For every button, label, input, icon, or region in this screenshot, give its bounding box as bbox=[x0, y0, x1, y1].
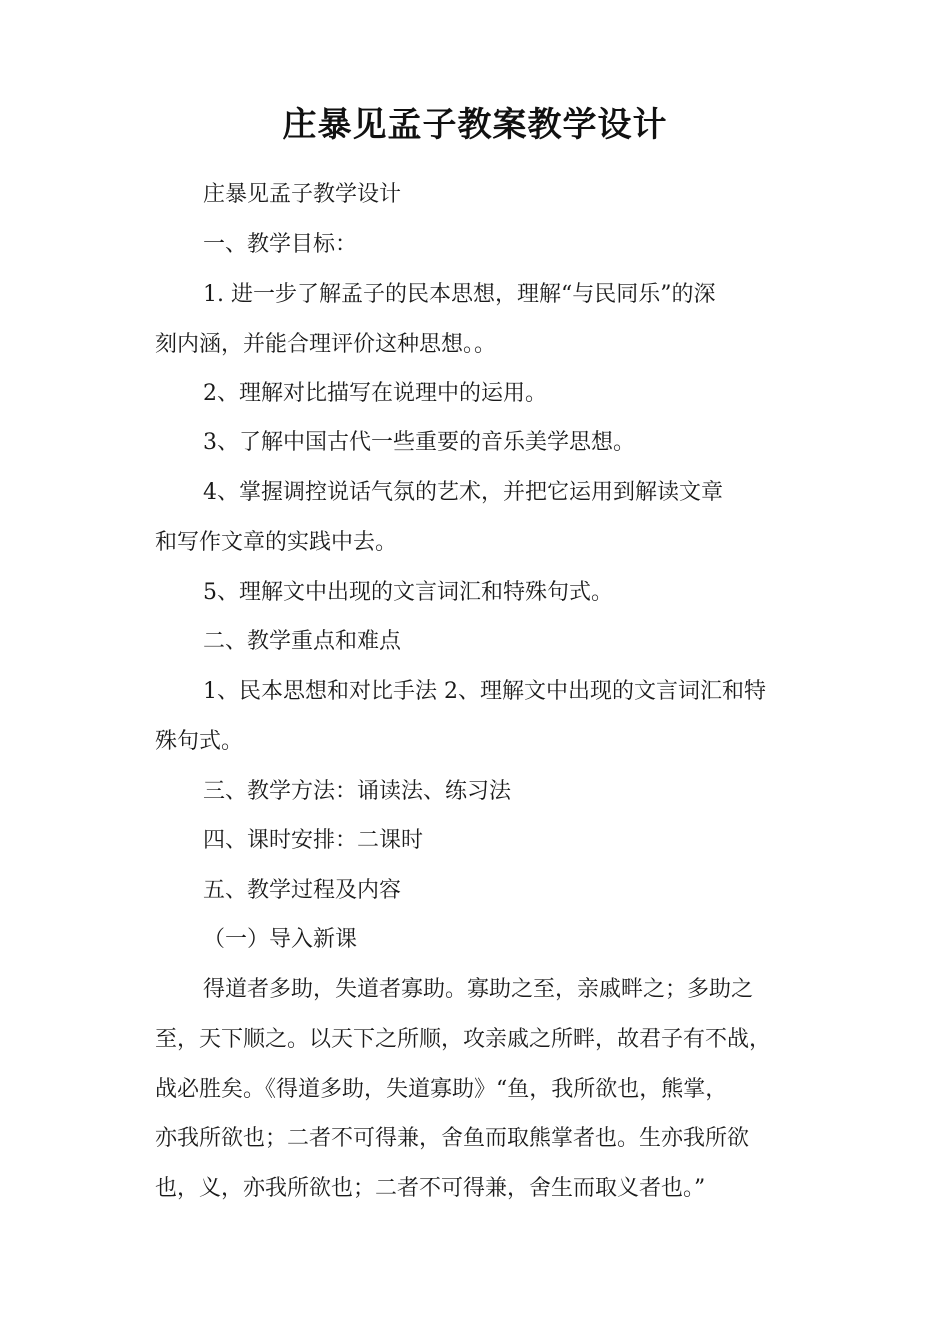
paragraph-line: 和写作文章的实践中去。 bbox=[155, 530, 398, 555]
section-heading-methods: 三、教学方法：诵读法、练习法 bbox=[203, 779, 512, 804]
paragraph-line: 亦我所欲也；二者不可得兼，舍鱼而取熊掌者也。生亦我所欲 bbox=[155, 1126, 750, 1151]
paragraph-line: 1. 进一步了解孟子的民本思想，理解“与民同乐”的深 bbox=[203, 282, 716, 307]
paragraph-line: 5、理解文中出现的文言词汇和特殊句式。 bbox=[203, 580, 613, 605]
section-heading-process: 五、教学过程及内容 bbox=[203, 878, 402, 903]
paragraph-line: 刻内涵，并能合理评价这种思想。。 bbox=[155, 332, 497, 357]
paragraph-line: 战必胜矣。《得道多助，失道寡助》“鱼，我所欲也，熊掌， bbox=[155, 1077, 728, 1102]
section-heading-objectives: 一、教学目标： bbox=[203, 232, 358, 257]
paragraph-line: 也，义，亦我所欲也；二者不可得兼，舍生而取义者也。” bbox=[155, 1176, 706, 1201]
subtitle-line: 庄暴见孟子教学设计 bbox=[203, 182, 402, 207]
subsection-heading-intro: （一）导入新课 bbox=[203, 927, 358, 952]
paragraph-line: 殊句式。 bbox=[155, 729, 244, 754]
paragraph-line: 至，天下顺之。以天下之所顺，攻亲戚之所畔，故君子有不战， bbox=[155, 1027, 772, 1052]
document-title: 庄暴见孟子教案教学设计 bbox=[282, 105, 668, 145]
paragraph-line: 2、理解对比描写在说理中的运用。 bbox=[203, 381, 547, 406]
paragraph-line: 4、掌握调控说话气氛的艺术，并把它运用到解读文章 bbox=[203, 480, 723, 505]
section-heading-key-points: 二、教学重点和难点 bbox=[203, 629, 402, 654]
paragraph-line: 3、了解中国古代一些重要的音乐美学思想。 bbox=[203, 430, 635, 455]
paragraph-line: 得道者多助，失道者寡助。寡助之至，亲戚畔之；多助之 bbox=[203, 977, 754, 1002]
section-heading-schedule: 四、课时安排：二课时 bbox=[203, 828, 424, 853]
paragraph-line: 1、民本思想和对比手法 2、理解文中出现的文言词汇和特 bbox=[203, 679, 766, 704]
